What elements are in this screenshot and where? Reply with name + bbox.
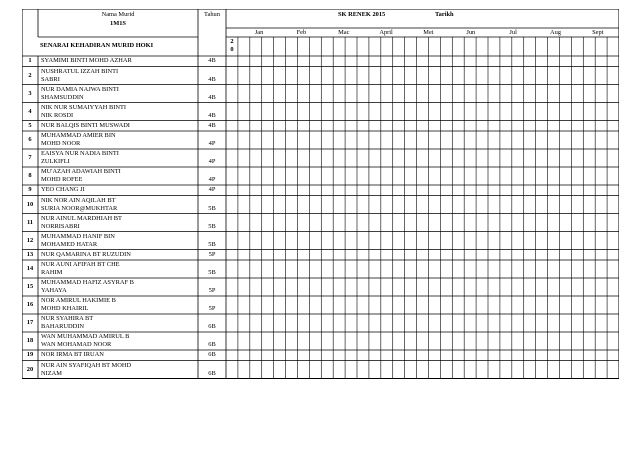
year-column-header: Tahun — [204, 11, 220, 18]
month-jun: Jun — [466, 29, 476, 36]
row-number: 19 — [26, 351, 34, 359]
month-mei: Mei — [423, 29, 434, 36]
row-number: 1 — [28, 57, 32, 65]
month-april: April — [379, 29, 393, 36]
row-number: 11 — [26, 218, 34, 226]
student-name: NIK ROSDI — [41, 111, 74, 119]
school-label: SK RENEK 2015 — [338, 11, 386, 18]
row-number: 13 — [26, 250, 34, 258]
month-mac: Mac — [338, 29, 350, 36]
row-number: 9 — [28, 186, 32, 194]
student-name: MOHAMED HATAR — [41, 240, 98, 248]
student-name: SHAMSUDDIN — [41, 93, 84, 101]
student-year: 6B — [208, 351, 216, 359]
month-aug: Aug — [549, 29, 561, 36]
row-number: 15 — [26, 283, 34, 291]
student-year: 5B — [208, 269, 216, 276]
row-number: 7 — [28, 154, 32, 162]
student-name: NUR AUNI AFIFAH BT CHE — [41, 261, 120, 268]
month-jul: Jul — [509, 29, 517, 36]
row-number: 5 — [28, 121, 32, 129]
student-year: 4P — [208, 186, 216, 194]
student-name: MOHD ROFEE — [41, 176, 83, 183]
row-number: 3 — [28, 89, 32, 97]
date-digit: 2 — [230, 38, 234, 45]
student-year: 6B — [208, 323, 216, 330]
student-year: 4P — [208, 140, 216, 147]
row-number: 10 — [26, 200, 34, 208]
row-number: 20 — [26, 365, 34, 373]
student-name: SABRI — [41, 75, 60, 83]
name-column-header: Nama Murid — [101, 11, 135, 18]
student-name: NUR AINUL MARDHIAH BT — [41, 214, 122, 222]
student-name: ZULKIFLI — [41, 158, 70, 165]
row-number: 4 — [28, 107, 32, 115]
student-year: 5P — [208, 305, 216, 312]
student-name: NUR BALQIS BINTI MUSWADI — [41, 121, 130, 129]
date-digit: 0 — [230, 46, 234, 53]
row-number: 8 — [28, 172, 32, 180]
student-year: 5B — [208, 222, 216, 230]
student-name: SYAMIMI BINTI MOHD AZHAR — [41, 57, 132, 64]
student-name: NIK NOR AIN AQILAH BT — [41, 196, 116, 204]
row-number: 14 — [26, 265, 34, 273]
row-number: 16 — [26, 301, 34, 309]
row-number: 17 — [26, 319, 34, 327]
student-year: 5P — [208, 287, 216, 294]
student-name: YAHAYA — [41, 287, 67, 294]
student-name: MOHD KHAIRIL — [41, 305, 89, 312]
month-sept: Sept — [592, 29, 604, 36]
row-number: 6 — [28, 136, 32, 144]
student-name: BAHARUDDIN — [41, 323, 84, 330]
student-year: 6B — [208, 369, 216, 377]
student-year: 5B — [208, 204, 216, 212]
student-year: 4B — [208, 111, 216, 119]
student-name: WAN MOHAMAD NOOR — [41, 341, 112, 348]
student-year: 4B — [208, 57, 216, 65]
student-name: MU'AZAH ADAWIAH BINTI — [41, 168, 121, 175]
student-year: 6B — [208, 341, 216, 348]
month-feb: Feb — [296, 29, 307, 36]
student-name: RAHIM — [41, 269, 63, 276]
row-number: 2 — [28, 71, 32, 79]
student-year: 5P — [208, 250, 216, 258]
date-label: Tarikh — [435, 11, 454, 18]
student-year: 4B — [208, 121, 216, 129]
student-name: NUR AIN SYAFIQAH BT MOHD — [41, 361, 132, 369]
row-number: 18 — [26, 337, 34, 345]
student-year: 4P — [208, 158, 216, 165]
student-name: NIK NUR SUMAIYYAH BINTI — [41, 103, 127, 111]
student-name: NUSHRATUL IZZAH BINTI — [41, 67, 119, 75]
student-name: NOR IRMA BT IRUAN — [41, 351, 104, 358]
list-title: SENARAI KEHADIRAN MURID HOKI — [40, 42, 154, 49]
student-name: NUR QAMARINA BT RUZUDIN — [41, 250, 131, 258]
student-name: NORRISABRI — [41, 222, 80, 230]
student-name: MUHAMMAD HAFIZ ASYRAF B — [41, 279, 134, 286]
attendance-sheet — [22, 9, 619, 439]
student-year: 5B — [208, 240, 216, 248]
student-name: MUHAMMAD HANIF BIN — [41, 232, 115, 240]
student-name: NIZAM — [41, 369, 62, 377]
student-year: 4B — [208, 93, 216, 101]
month-jan: Jan — [254, 29, 264, 36]
student-name: WAN MUHAMMAD AMIRUL B — [41, 333, 130, 340]
student-name: MUHAMMAD AMIER BIN — [41, 132, 116, 139]
row-number: 12 — [26, 236, 34, 244]
student-name: YEO CHANG JI — [41, 186, 85, 193]
student-name: NUR DAMIA NAJWA BINTI — [41, 85, 119, 93]
student-name: NUR SYAHIRA BT — [41, 315, 94, 322]
student-name: MOHD NOOR — [41, 140, 81, 147]
student-name: SURIA NOOR@MUKHTAR — [41, 204, 118, 212]
class-label: 1M1S — [110, 20, 126, 27]
student-name: NOR AMIRUL HAKIMIE B — [41, 297, 116, 304]
student-year: 4P — [208, 176, 216, 183]
student-name: EAISYA NUR NADIA BINTI — [41, 150, 119, 157]
student-year: 4B — [208, 75, 216, 83]
